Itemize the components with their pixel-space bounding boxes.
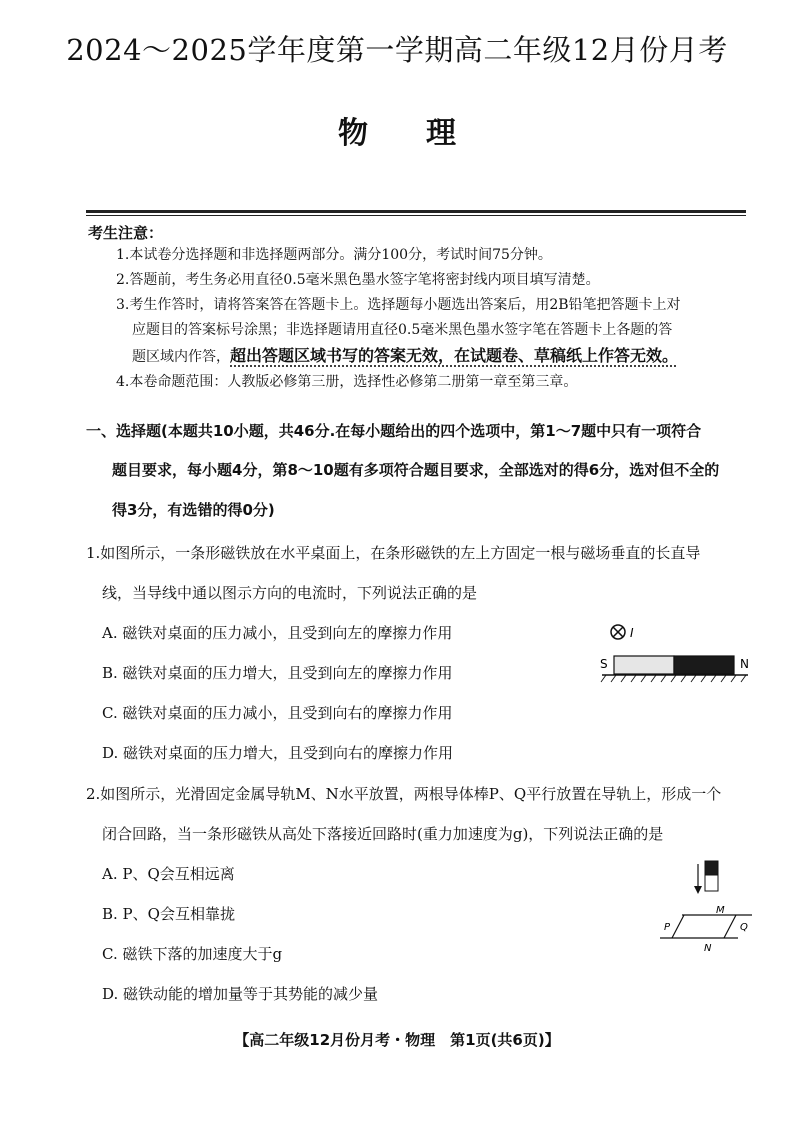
page-footer: 【高二年级12月份月考・物理 第1页(共6页)】 bbox=[234, 1031, 560, 1049]
q1-option-a: A. 磁铁对桌面的压力减小，且受到向左的摩擦力作用 bbox=[102, 624, 453, 642]
q2-figure-rails bbox=[656, 858, 756, 958]
section1-line1: 一、选择题(本题共10小题，共46分.在每小题给出的四个选项中，第1～7题中只有一项符合 bbox=[86, 422, 702, 440]
q1-stem-line2: 线，当导线中通以图示方向的电流时，下列说法正确的是 bbox=[102, 584, 478, 602]
q2-option-d: D. 磁铁动能的增加量等于其势能的减少量 bbox=[102, 985, 379, 1003]
notice-item-3-warning: 超出答题区域书写的答案无效，在试题卷、草稿纸上作答无效。 bbox=[230, 346, 679, 365]
q2-option-b: B. P、Q会互相靠拢 bbox=[102, 905, 235, 923]
q2-option-c: C. 磁铁下落的加速度大于g bbox=[102, 945, 283, 963]
pole-n-label: N bbox=[740, 657, 749, 671]
notice-item-3-line1: 3.考生作答时，请将答案答在答题卡上。选择题每小题选出答案后，用2B铅笔把答题卡上对 bbox=[116, 297, 681, 313]
q2-option-a: A. P、Q会互相远离 bbox=[102, 865, 235, 883]
notice-item-3 bbox=[116, 293, 756, 370]
q1-option-c: C. 磁铁对桌面的压力减小，且受到向右的摩擦力作用 bbox=[102, 704, 453, 722]
rail-m-label: M bbox=[716, 905, 725, 916]
notice-item-3-line2: 应题目的答案标号涂黑；非选择题请用直径0.5毫米黑色墨水签字笔在答题卡上各题的答 bbox=[132, 322, 673, 338]
rail-n-label: N bbox=[704, 943, 712, 954]
falling-magnet-bottom bbox=[705, 875, 718, 891]
exam-title: 2024～2025学年度第一学期高二年级12月份月考 bbox=[66, 33, 728, 67]
rod-p bbox=[672, 915, 684, 938]
magnet-n-half bbox=[674, 656, 734, 674]
q1-option-d: D. 磁铁对桌面的压力增大，且受到向右的摩擦力作用 bbox=[102, 744, 454, 762]
falling-magnet-top bbox=[705, 861, 718, 875]
header-rule-thin bbox=[86, 215, 746, 216]
notice-item-4: 4.本卷命题范围：人教版必修第三册，选择性必修第二册第一章至第三章。 bbox=[116, 374, 578, 390]
q2-stem-line1: 2.如图所示，光滑固定金属导轨M、N水平放置，两根导体棒P、Q平行放置在导轨上，形成一个 bbox=[86, 785, 722, 803]
q1-stem-line1: 1.如图所示，一条形磁铁放在水平桌面上，在条形磁铁的左上方固定一根与磁场垂直的长直导 bbox=[86, 544, 701, 562]
subject-title: 物理 bbox=[338, 116, 514, 151]
rod-q bbox=[724, 915, 736, 938]
q2-stem-line2: 闭合回路，当一条形磁铁从高处下落接近回路时(重力加速度为g)，下列说法正确的是 bbox=[102, 825, 664, 843]
rod-p-label: P bbox=[664, 922, 671, 933]
notice-heading: 考生注意： bbox=[88, 224, 164, 242]
pole-s-label: S bbox=[600, 657, 608, 671]
rod-q-label: Q bbox=[740, 922, 748, 933]
section1-line2: 题目要求，每小题4分，第8～10题有多项符合题目要求，全部选对的得6分，选对但不全的 bbox=[112, 461, 720, 479]
notice-item-2: 2.答题前，考生务必用直径0.5毫米黑色墨水签字笔将密封线内项目填写清楚。 bbox=[116, 272, 600, 288]
section1-line3: 得3分，有选错的得0分) bbox=[112, 501, 275, 519]
notice-item-3-line3 bbox=[116, 343, 756, 370]
current-label: I bbox=[630, 626, 634, 640]
table-hatching bbox=[601, 675, 746, 682]
notice-item-1: 1.本试卷分选择题和非选择题两部分。满分100分，考试时间75分钟。 bbox=[116, 247, 552, 263]
fall-arrow-head bbox=[694, 886, 702, 894]
notice-item-3-line3-text: 题区域内作答， bbox=[132, 349, 230, 365]
q1-figure-magnet bbox=[596, 618, 756, 690]
header-rule-thick bbox=[86, 210, 746, 213]
q1-option-b: B. 磁铁对桌面的压力增大，且受到向左的摩擦力作用 bbox=[102, 664, 453, 682]
magnet-s-half bbox=[614, 656, 674, 674]
